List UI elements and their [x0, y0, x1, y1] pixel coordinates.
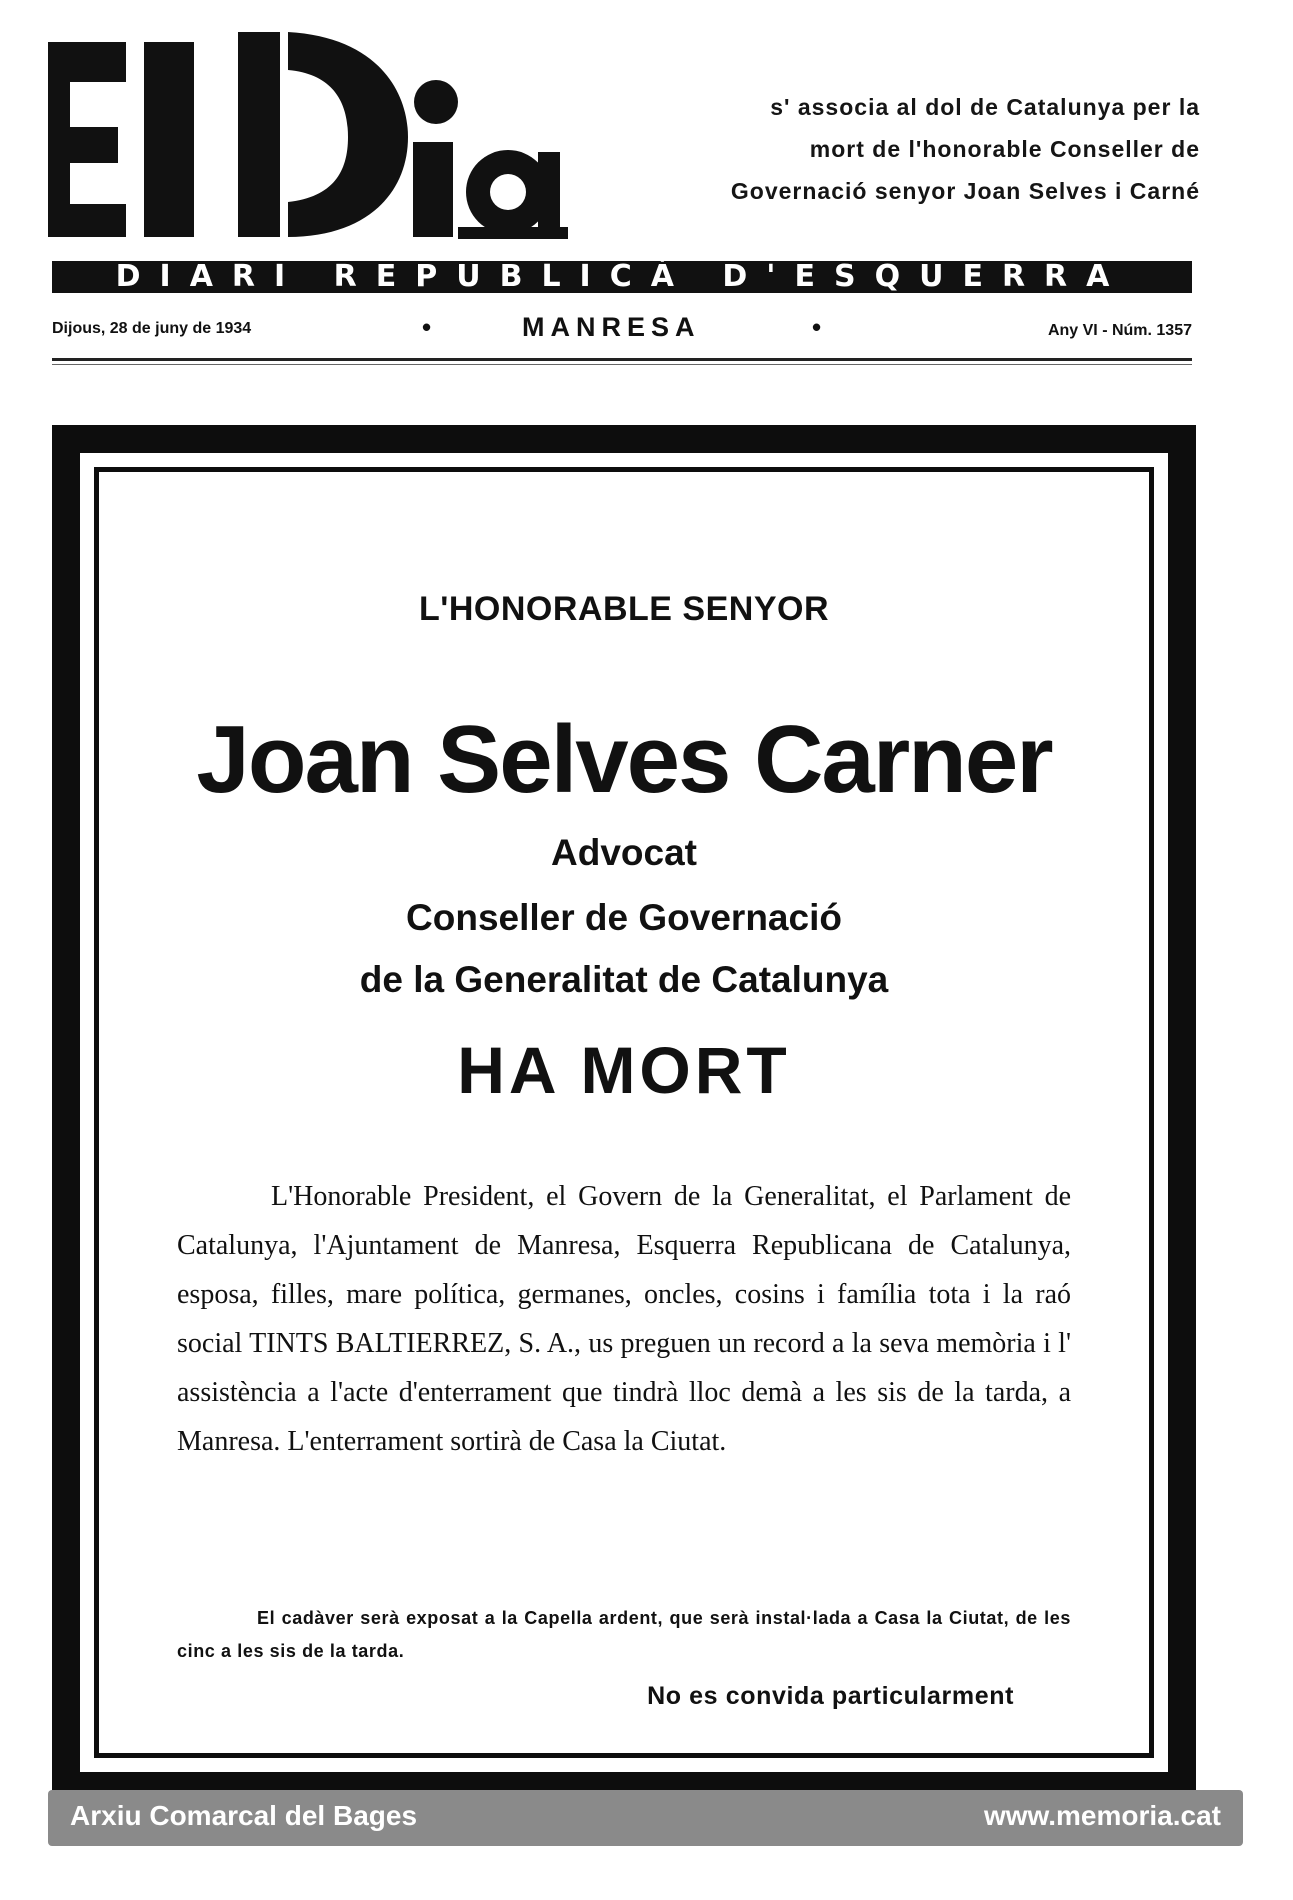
announcement-line: Governació senyor Joan Selves i Carné: [730, 178, 1200, 204]
archive-name: Arxiu Comarcal del Bages: [70, 1800, 418, 1831]
mourning-announcement: [640, 86, 1200, 212]
notice-body: L'Honorable President, el Govern de la Generalitat, el Parlament de Catalunya, l'Ajuntament de Manresa, Esquerra Republicana de Catalunya, esposa, filles, mare política, germanes, oncles, cosins i família tota i la raó social TINTS BALTIERREZ, S. A., us preguen un record a la seva memòria i l' assistència a l'acte d'enterrament que tindrà lloc demà a les sis de la tarda, a Manresa. L'enterrament sortirà de Casa la Ciutat.: [177, 1181, 1071, 1457]
frame-inner-border: [94, 467, 1154, 1758]
archive-url[interactable]: www.memoria.cat: [983, 1800, 1221, 1831]
role-line: Conseller de Governació: [406, 897, 842, 938]
issue-date: Dijous, 28 de juny de 1934: [52, 320, 252, 337]
frame-gap: [80, 453, 1168, 1772]
mourning-frame: [52, 425, 1196, 1800]
role-line: de la Generalitat de Catalunya: [359, 959, 889, 1000]
deceased-name: Joan Selves Carner: [196, 706, 1052, 813]
divider: [52, 364, 1192, 365]
announcement-line: s' associa al dol de Catalunya per la: [770, 94, 1200, 120]
separator-dot: •: [422, 312, 432, 342]
archive-watermark: [48, 1790, 1243, 1846]
separator-dot: •: [812, 312, 822, 342]
announcement-line: mort de l'honorable Conseller de: [809, 136, 1200, 162]
issue-number: Any VI - Núm. 1357: [1047, 322, 1192, 339]
banner-text: DIARI REPUBLICÀ D'ESQUERRA: [115, 259, 1129, 294]
divider: [52, 358, 1192, 361]
masthead-banner: [52, 261, 1192, 293]
viewing-info: El cadàver serà exposat a la Capella ardent, que serà instal·lada a Casa la Ciutat, de les cinc a les sis de la tarda.: [177, 1608, 1071, 1661]
headline: HA MORT: [457, 1033, 791, 1107]
invitation-note: No es convida particularment: [647, 1682, 1014, 1710]
dateline: [52, 312, 1192, 352]
honorific: L'HONORABLE SENYOR: [419, 590, 829, 628]
newspaper-logo: [48, 32, 568, 247]
role-line: Advocat: [551, 832, 697, 873]
city-name: MANRESA: [522, 312, 701, 342]
death-notice: [99, 472, 1149, 1753]
